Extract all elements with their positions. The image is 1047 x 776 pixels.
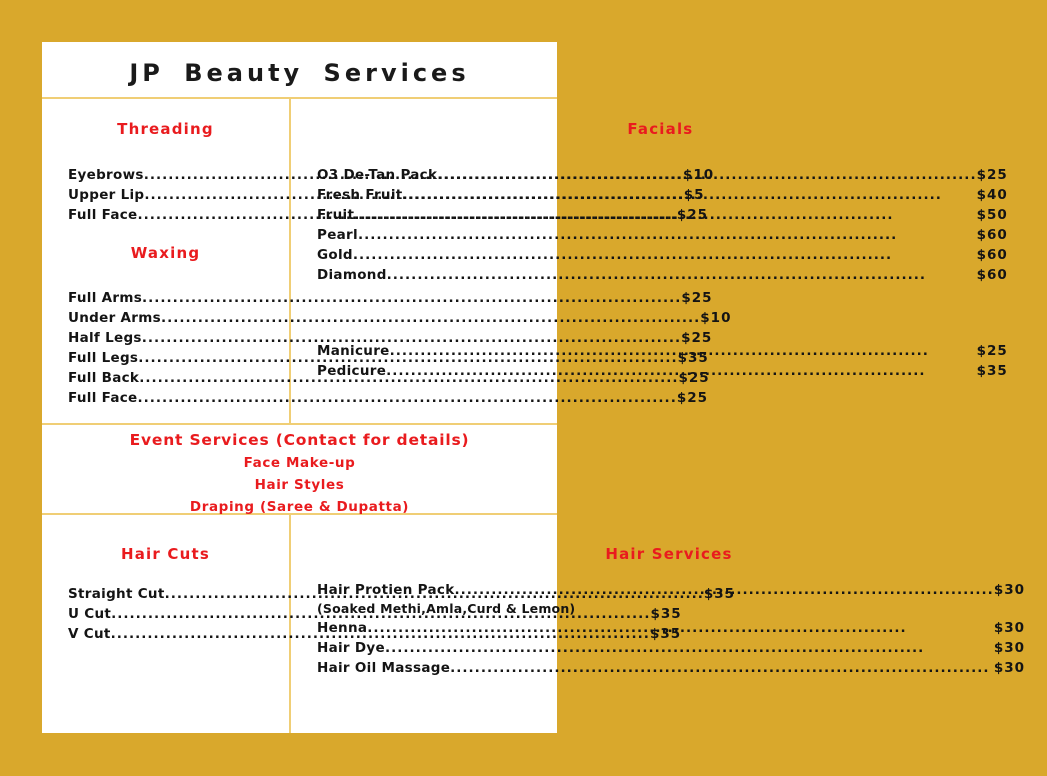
price-row	[317, 185, 1008, 205]
threading-heading: Threading	[117, 120, 214, 138]
title-band	[42, 42, 557, 99]
service-price: $35	[703, 586, 736, 602]
dot-leader	[358, 225, 977, 245]
main-band	[42, 99, 1008, 425]
service-name: Pearl	[317, 227, 358, 243]
event-services-heading: Event Services (Contact for details)	[129, 431, 470, 449]
dot-leader	[386, 361, 976, 381]
service-price: $30	[993, 582, 1025, 598]
service-name: V Cut	[68, 626, 111, 642]
price-row	[317, 165, 1008, 185]
dot-leader	[385, 638, 994, 658]
waxing-heading: Waxing	[130, 244, 201, 262]
service-price: $35	[649, 626, 682, 642]
price-row	[317, 265, 1008, 285]
service-price: $25	[678, 370, 710, 386]
service-price: $30	[993, 660, 1025, 676]
event-services-list	[42, 452, 557, 518]
service-name: Gold	[317, 247, 353, 263]
service-name: Manicure	[317, 343, 390, 359]
facials-list	[317, 165, 1008, 285]
service-price: $25	[676, 207, 709, 223]
service-price: $60	[976, 227, 1008, 243]
price-row	[317, 638, 1025, 658]
service-name: U Cut	[68, 606, 112, 622]
event-service-line: Hair Styles	[254, 477, 345, 493]
service-price: $60	[976, 247, 1008, 263]
price-row	[317, 225, 1008, 245]
service-name: Eyebrows	[68, 167, 144, 183]
service-price: $5	[683, 187, 705, 203]
haircuts-heading: Hair Cuts	[120, 545, 211, 563]
service-name: Fruit	[317, 207, 355, 223]
menu-sheet	[42, 42, 1025, 733]
service-name: Henna	[317, 620, 368, 636]
price-row	[317, 341, 1008, 361]
service-price: $25	[681, 330, 713, 346]
service-price: $35	[976, 363, 1008, 379]
service-name: Upper Lip	[68, 187, 145, 203]
service-name: Under Arms	[68, 310, 161, 326]
service-price: $10	[700, 310, 732, 326]
price-row	[317, 205, 1008, 225]
dot-leader	[450, 658, 994, 678]
dot-leader	[367, 618, 994, 638]
service-price: $50	[976, 207, 1008, 223]
service-price: $35	[677, 350, 709, 366]
service-price: $30	[993, 640, 1025, 656]
price-row	[68, 308, 732, 328]
page-title: JP Beauty Services	[129, 58, 470, 87]
service-name: Pedicure	[317, 363, 387, 379]
bottom-band	[42, 515, 1025, 733]
nails-list	[317, 341, 1008, 381]
service-name: Fresh Fruit	[317, 187, 403, 203]
service-price: $25	[976, 167, 1008, 183]
event-service-line: Draping (Saree & Dupatta)	[189, 499, 410, 515]
dot-leader	[390, 341, 977, 361]
service-price: $60	[976, 267, 1008, 283]
service-name: Full Back	[68, 370, 140, 386]
service-price: $25	[676, 390, 709, 406]
service-name: Half Legs	[68, 330, 142, 346]
price-row	[68, 388, 709, 408]
service-name: Hair Protien Pack	[317, 582, 455, 598]
service-name: Hair Oil Massage	[317, 660, 451, 676]
dot-leader	[437, 165, 976, 185]
facials-heading: Facials	[627, 120, 694, 138]
service-price: $25	[681, 290, 713, 306]
service-name: Straight Cut	[68, 586, 165, 602]
service-name: Full Face	[68, 207, 138, 223]
price-row	[68, 288, 713, 308]
ingredients-note: (Soaked Methi,Amla,Curd & Lemon)	[317, 601, 576, 616]
dot-leader	[387, 265, 977, 285]
service-price: $40	[976, 187, 1008, 203]
service-name: O3 De-Tan Pack	[317, 167, 438, 183]
event-services-band	[42, 425, 557, 515]
service-name: Full Arms	[68, 290, 143, 306]
dot-leader	[455, 580, 994, 600]
service-name: Full Legs	[68, 350, 139, 366]
price-row	[317, 245, 1008, 265]
dot-leader	[403, 185, 977, 205]
dot-leader	[354, 205, 976, 225]
price-row	[317, 361, 1008, 381]
price-row	[68, 328, 713, 348]
price-row	[317, 618, 1025, 638]
service-price: $35	[650, 606, 682, 622]
service-name: Full Face	[68, 390, 138, 406]
service-price: $10	[683, 167, 715, 183]
hair-services-list	[317, 580, 1025, 678]
dot-leader	[353, 245, 977, 265]
service-price: $30	[993, 620, 1025, 636]
service-price: $25	[976, 343, 1008, 359]
service-name: Diamond	[317, 267, 387, 283]
price-row	[317, 658, 1025, 678]
price-row	[317, 580, 1025, 600]
hair-services-heading: Hair Services	[605, 545, 733, 563]
column-hair-services	[291, 515, 1047, 733]
event-service-line: Face Make-up	[243, 455, 356, 471]
column-facials-nails	[291, 99, 1030, 423]
service-name: Hair Dye	[317, 640, 385, 656]
